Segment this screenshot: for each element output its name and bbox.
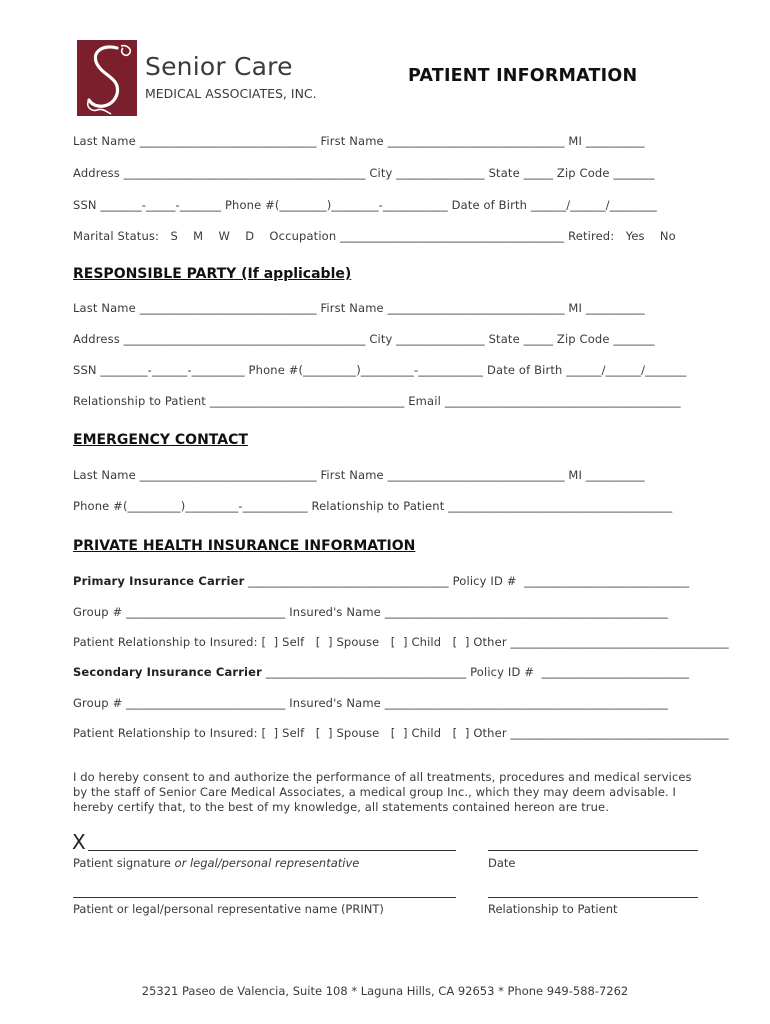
primary-carrier-fields[interactable]: __________________________________ Policy ID # ____________________________ — [244, 574, 690, 588]
responsible-name-line[interactable]: Last Name ______________________________ First Name ______________________________ MI __________ — [73, 301, 645, 315]
signature-x-mark: X — [72, 830, 86, 854]
signature-label-italic: or legal/personal representative — [174, 856, 360, 870]
emergency-name-line[interactable]: Last Name ______________________________ First Name ______________________________ MI __________ — [73, 468, 645, 482]
date-line[interactable] — [488, 850, 698, 851]
patient-ssn-phone-dob-line[interactable]: SSN _______-_____-_______ Phone #(________)________-___________ Date of Birth ______/______/________ — [73, 198, 657, 212]
signature-line[interactable] — [88, 850, 456, 851]
secondary-group-line[interactable]: Group # ___________________________ Insured's Name ________________________________________________ — [73, 696, 668, 710]
responsible-relationship-email-line[interactable]: Relationship to Patient _________________________________ Email ________________________________________ — [73, 394, 681, 408]
responsible-party-heading: RESPONSIBLE PARTY (If applicable) — [73, 266, 352, 282]
print-name-line[interactable] — [73, 897, 456, 898]
patient-name-line[interactable]: Last Name ______________________________ First Name ______________________________ MI __________ — [73, 134, 645, 148]
logo-name: Senior Care — [145, 52, 293, 81]
primary-group-line[interactable]: Group # ___________________________ Insured's Name ________________________________________________ — [73, 605, 668, 619]
page-title: PATIENT INFORMATION — [408, 66, 638, 86]
footer-address: 25321 Paseo de Valencia, Suite 108 * Laguna Hills, CA 92653 * Phone 949-588-7262 — [141, 984, 629, 998]
print-name-label: Patient or legal/personal representative name (PRINT) — [73, 902, 384, 916]
secondary-carrier-fields[interactable]: __________________________________ Policy ID # _________________________ — [261, 665, 690, 679]
secondary-carrier-label: Secondary Insurance Carrier — [73, 665, 262, 679]
signature-label — [73, 856, 359, 870]
logo — [77, 40, 317, 118]
logo-subtitle: MEDICAL ASSOCIATES, INC. — [145, 86, 317, 101]
signature-label-plain: Patient signature — [73, 856, 175, 870]
logo-mark-icon — [77, 40, 137, 116]
relationship-line[interactable] — [488, 897, 698, 898]
secondary-relationship-line[interactable]: Patient Relationship to Insured: [ ] Self [ ] Spouse [ ] Child [ ] Other _____________________________________ — [73, 726, 729, 740]
date-label: Date — [488, 856, 516, 870]
insurance-heading: PRIVATE HEALTH INSURANCE INFORMATION — [73, 538, 416, 554]
primary-relationship-line[interactable]: Patient Relationship to Insured: [ ] Self [ ] Spouse [ ] Child [ ] Other _____________________________________ — [73, 635, 729, 649]
responsible-ssn-phone-dob-line[interactable]: SSN ________-______-_________ Phone #(_________)_________-___________ Date of Birth ______/______/_______ — [73, 363, 687, 377]
consent-paragraph: I do hereby consent to and authorize the performance of all treatments, procedures and medical services by the staff of Senior Care Medical Associates, a medical group Inc., which they may deem advisable. I hereby certify that, to the best of my knowledge, all statements contained hereon are true. — [73, 770, 692, 814]
primary-insurance-line[interactable] — [73, 574, 689, 588]
primary-carrier-label: Primary Insurance Carrier — [73, 574, 245, 588]
emergency-contact-heading: EMERGENCY CONTACT — [73, 432, 248, 448]
secondary-insurance-line[interactable] — [73, 665, 689, 679]
relationship-label: Relationship to Patient — [488, 902, 618, 916]
emergency-phone-relationship-line[interactable]: Phone #(_________)_________-___________ Relationship to Patient ______________________________________ — [73, 499, 673, 513]
patient-address-line[interactable]: Address _________________________________________ City _______________ State _____ Zip Code _______ — [73, 166, 655, 180]
responsible-address-line[interactable]: Address _________________________________________ City _______________ State _____ Zip Code _______ — [73, 332, 655, 346]
patient-marital-occupation-line[interactable]: Marital Status: S M W D Occupation ______________________________________ Retired: Yes No — [73, 229, 676, 243]
